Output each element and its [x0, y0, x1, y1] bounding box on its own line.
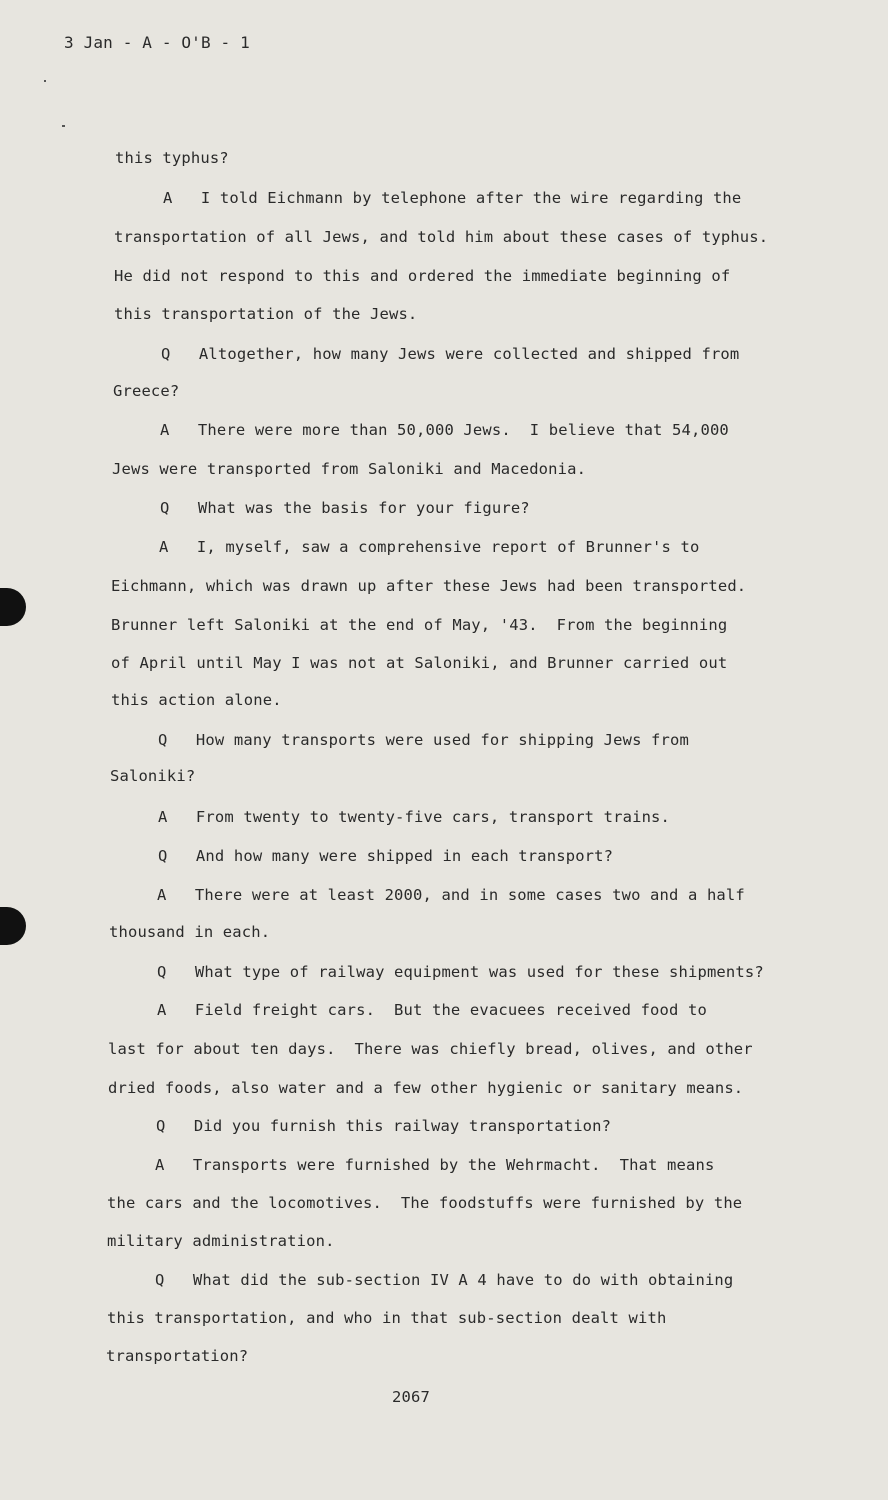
- transcript-line: dried foods, also water and a few other hygienic or sanitary means.: [108, 1079, 744, 1097]
- transcript-line: A There were more than 50,000 Jews. I believe that 54,000: [160, 421, 729, 439]
- paper-speck: [62, 125, 65, 127]
- transcript-line: Q And how many were shipped in each transport?: [158, 847, 614, 865]
- transcript-line: thousand in each.: [109, 923, 271, 941]
- transcript-line: Q Did you furnish this railway transportation?: [156, 1117, 612, 1135]
- transcript-line: this typhus?: [115, 149, 229, 167]
- binder-hole-bottom: [0, 907, 26, 945]
- binder-hole-top: [0, 588, 26, 626]
- transcript-line: Q What was the basis for your figure?: [160, 499, 530, 517]
- transcript-line: of April until May I was not at Saloniki, and Brunner carried out: [111, 654, 728, 672]
- transcript-line: last for about ten days. There was chiefly bread, olives, and other: [108, 1040, 753, 1058]
- transcript-line: A I told Eichmann by telephone after the wire regarding the: [163, 189, 742, 207]
- transcript-line: A There were at least 2000, and in some cases two and a half: [157, 886, 745, 904]
- transcript-line: this transportation, and who in that sub-section dealt with: [107, 1309, 667, 1327]
- transcript-line: military administration.: [107, 1232, 335, 1250]
- transcript-line: Jews were transported from Saloniki and Macedonia.: [112, 460, 587, 478]
- transcript-line: A Transports were furnished by the Wehrmacht. That means: [155, 1156, 715, 1174]
- transcript-line: A From twenty to twenty-five cars, transport trains.: [158, 808, 671, 826]
- page-header: 3 Jan - A - O'B - 1: [64, 33, 250, 52]
- transcript-line: Eichmann, which was drawn up after these Jews had been transported.: [111, 577, 747, 595]
- transcript-line: this transportation of the Jews.: [114, 305, 418, 323]
- transcript-line: Q What type of railway equipment was used for these shipments?: [157, 963, 764, 981]
- transcript-line: Brunner left Saloniki at the end of May, '43. From the beginning: [111, 616, 728, 634]
- transcript-line: Q What did the sub-section IV A 4 have to do with obtaining: [155, 1271, 734, 1289]
- transcript-line: the cars and the locomotives. The foodstuffs were furnished by the: [107, 1194, 743, 1212]
- transcript-line: A Field freight cars. But the evacuees received food to: [157, 1001, 707, 1019]
- transcript-line: He did not respond to this and ordered the immediate beginning of: [114, 267, 731, 285]
- transcript-line: transportation?: [106, 1347, 249, 1365]
- transcript-line: Greece?: [113, 382, 180, 400]
- transcript-line: this action alone.: [111, 691, 282, 709]
- transcript-line: Saloniki?: [110, 767, 196, 785]
- transcript-line: A I, myself, saw a comprehensive report of Brunner's to: [159, 538, 700, 556]
- transcript-line: transportation of all Jews, and told him about these cases of typhus.: [114, 228, 769, 246]
- transcript-line: Q Altogether, how many Jews were collected and shipped from: [161, 345, 740, 363]
- transcript-line: Q How many transports were used for shipping Jews from: [158, 731, 689, 749]
- page-number: 2067: [392, 1388, 430, 1406]
- paper-speck: [44, 80, 46, 82]
